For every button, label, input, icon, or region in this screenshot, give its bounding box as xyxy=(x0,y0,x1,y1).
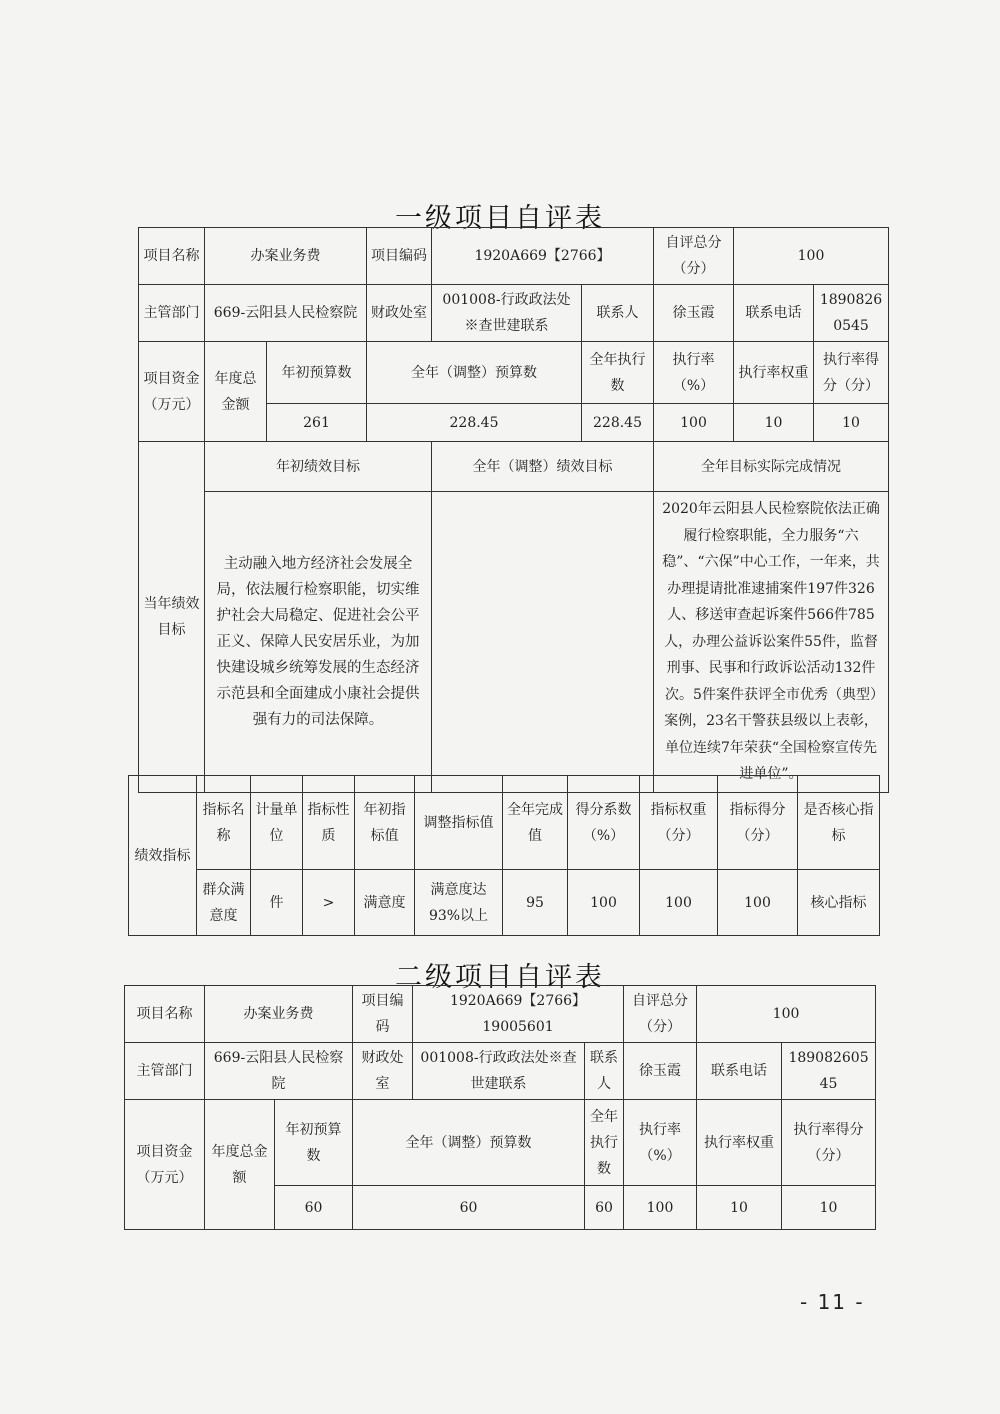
table1-title: 一级项目自评表 xyxy=(395,203,605,234)
rate: 100 xyxy=(654,404,734,442)
weight: 10 xyxy=(697,1186,782,1230)
ind-cell: 满意度达93%以上 xyxy=(415,870,503,936)
project-code-label: 项目编码 xyxy=(367,228,432,285)
self-score-label: 自评总分（分） xyxy=(654,228,734,285)
initial-budget: 261 xyxy=(267,404,367,442)
adjusted-goal-text xyxy=(432,492,654,793)
ind-header: 是否核心指标 xyxy=(798,776,880,870)
ind-cell: 群众满意度 xyxy=(197,870,251,936)
executed: 60 xyxy=(585,1186,624,1230)
adjusted-budget: 60 xyxy=(353,1186,585,1230)
h-rate: 执行率（%） xyxy=(624,1100,697,1186)
office-label: 财政处室 xyxy=(353,1043,413,1100)
table1-indicators xyxy=(128,775,880,936)
h-rate: 执行率（%） xyxy=(654,342,734,404)
funds-label: 项目资金（万元） xyxy=(125,1100,205,1230)
executed: 228.45 xyxy=(582,404,654,442)
contact-label: 联系人 xyxy=(585,1043,624,1100)
ind-cell: 100 xyxy=(568,870,640,936)
ind-header: 年初指标值 xyxy=(355,776,415,870)
project-name-label: 项目名称 xyxy=(139,228,205,285)
rate: 100 xyxy=(624,1186,697,1230)
initial-budget: 60 xyxy=(275,1186,353,1230)
ind-cell: 核心指标 xyxy=(798,870,880,936)
phone: 18908260545 xyxy=(814,285,889,342)
ind-header: 全年完成值 xyxy=(503,776,568,870)
page-number: - 11 - xyxy=(800,1290,865,1314)
h-adjusted-budget: 全年（调整）预算数 xyxy=(367,342,582,404)
initial-goal-text: 主动融入地方经济社会发展全局，依法履行检察职能，切实维护社会大局稳定、促进社会公平正义、保障人民安居乐业，为加快建设城乡统筹发展的生态经济示范县和全面建成小康社会提供强有力的司法保障。 xyxy=(205,492,432,793)
table2 xyxy=(124,985,876,1230)
ind-header: 指标性质 xyxy=(303,776,355,870)
score: 10 xyxy=(814,404,889,442)
dept: 669-云阳县人民检察院 xyxy=(205,285,367,342)
project-code: 1920A669【2766】19005601 xyxy=(413,986,624,1043)
h-weight: 执行率权重 xyxy=(734,342,814,404)
project-name: 办案业务费 xyxy=(205,228,367,285)
contact: 徐玉霞 xyxy=(654,285,734,342)
phone: 18908260545 xyxy=(782,1043,876,1100)
h-weight: 执行率权重 xyxy=(697,1100,782,1186)
goals-label: 当年绩效目标 xyxy=(139,442,205,793)
contact: 徐玉霞 xyxy=(624,1043,697,1100)
office: 001008-行政政法处※查世建联系 xyxy=(432,285,582,342)
actual-text: 2020年云阳县人民检察院依法正确履行检察职能，全力服务“六稳”、“六保”中心工作，一年来，共办理提请批准逮捕案件197件326人、移送审查起诉案件566件785人，办理公益诉讼案件55件，监督刑事、民事和行政诉讼活动132件次。5件案件获评全市优秀（典型）案例，23名干警获县级以上表彰，单位连续7年荣获“全国检察宣传先进单位”。 xyxy=(654,492,889,793)
h-score: 执行率得分（分） xyxy=(782,1100,876,1186)
h-initial-goal: 年初绩效目标 xyxy=(205,442,432,492)
dept-label: 主管部门 xyxy=(125,1043,205,1100)
ind-cell: 100 xyxy=(640,870,718,936)
h-initial-budget: 年初预算数 xyxy=(275,1100,353,1186)
h-executed: 全年执行数 xyxy=(582,342,654,404)
self-score: 100 xyxy=(697,986,876,1043)
h-actual: 全年目标实际完成情况 xyxy=(654,442,889,492)
h-executed: 全年执行数 xyxy=(585,1100,624,1186)
office: 001008-行政政法处※查世建联系 xyxy=(413,1043,585,1100)
phone-label: 联系电话 xyxy=(734,285,814,342)
self-score: 100 xyxy=(734,228,889,285)
project-name: 办案业务费 xyxy=(205,986,353,1043)
contact-label: 联系人 xyxy=(582,285,654,342)
office-label: 财政处室 xyxy=(367,285,432,342)
ind-cell: > xyxy=(303,870,355,936)
indicators-label: 绩效指标 xyxy=(129,776,197,936)
score: 10 xyxy=(782,1186,876,1230)
h-adjusted-goal: 全年（调整）绩效目标 xyxy=(432,442,654,492)
ind-cell: 满意度 xyxy=(355,870,415,936)
ind-header: 指标权重（分） xyxy=(640,776,718,870)
project-name-label: 项目名称 xyxy=(125,986,205,1043)
self-score-label: 自评总分（分） xyxy=(624,986,697,1043)
h-initial-budget: 年初预算数 xyxy=(267,342,367,404)
total-label: 年度总金额 xyxy=(205,342,267,442)
project-code-label: 项目编码 xyxy=(353,986,413,1043)
total-label: 年度总金额 xyxy=(205,1100,275,1230)
table2-title: 二级项目自评表 xyxy=(395,962,605,993)
adjusted-budget: 228.45 xyxy=(367,404,582,442)
h-adjusted-budget: 全年（调整）预算数 xyxy=(353,1100,585,1186)
phone-label: 联系电话 xyxy=(697,1043,782,1100)
h-score: 执行率得分（分） xyxy=(814,342,889,404)
ind-header: 指标名称 xyxy=(197,776,251,870)
dept-label: 主管部门 xyxy=(139,285,205,342)
ind-header: 指标得分（分） xyxy=(718,776,798,870)
project-code: 1920A669【2766】 xyxy=(432,228,654,285)
ind-cell: 100 xyxy=(718,870,798,936)
dept: 669-云阳县人民检察院 xyxy=(205,1043,353,1100)
ind-cell: 件 xyxy=(251,870,303,936)
ind-cell: 95 xyxy=(503,870,568,936)
funds-label: 项目资金（万元） xyxy=(139,342,205,442)
table1-top xyxy=(138,227,889,793)
weight: 10 xyxy=(734,404,814,442)
ind-header: 调整指标值 xyxy=(415,776,503,870)
ind-header: 得分系数（%） xyxy=(568,776,640,870)
ind-header: 计量单位 xyxy=(251,776,303,870)
